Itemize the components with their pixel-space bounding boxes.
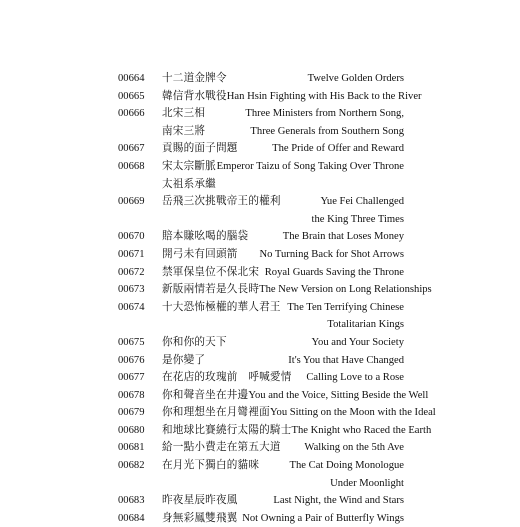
catalog-entry [118,352,404,370]
entry-left [118,404,270,422]
english-title: The Knight who Raced the Earth [291,424,432,436]
entry-code: 00674 [118,301,145,313]
entry-code: 00680 [118,424,145,436]
entry-left [118,88,227,106]
catalog-entry [118,492,404,510]
entry-code: 00684 [118,512,145,524]
catalog-entry [118,334,404,352]
entry-line [118,492,404,510]
entry-line [118,299,404,317]
chinese-title: 賠本賺吆喝的腦袋 [162,231,249,243]
entry-line [118,140,404,158]
english-title: Not Owning a Pair of Butterfly Wings [242,512,404,524]
entry-left [118,176,216,194]
chinese-title: 禁軍保皇位不保北宋 [162,266,260,278]
chinese-title: 身無彩鳳雙飛翼 [162,512,238,524]
chinese-title: 岳飛三次挑戰帝王的權利 [162,196,281,208]
english-title: The New Version on Long Relationships [259,284,432,296]
catalog-entry [118,457,404,492]
entry-left [118,158,216,176]
english-title: You and the Voice, Sitting Beside the Well [248,389,429,401]
chinese-title: 太祖系承繼 [162,178,216,190]
entry-code: 00665 [118,90,145,102]
catalog-entry [118,264,404,282]
chinese-title: 在月光下獨白的貓咪 [162,460,260,472]
catalog-entry [118,281,432,299]
catalog-entry [118,70,404,88]
entry-left [118,264,259,282]
chinese-title: 開弓未有回頭箭 [162,248,238,260]
english-title: Yue Fei Challenged [320,196,404,208]
catalog-entry [118,140,404,158]
chinese-title: 昨夜星辰昨夜風 [162,495,238,507]
catalog-entry [118,193,404,228]
entry-code: 00668 [118,160,145,172]
entry-code: 00667 [118,143,145,155]
english-title: Emperor Taizu of Song Taking Over Throne [216,160,404,172]
entry-line [118,193,404,211]
entry-code: 00678 [118,389,145,401]
entry-code: 00683 [118,495,145,507]
english-title: the King Three Times [311,213,404,225]
entry-line [118,158,404,176]
catalog-entry [118,387,429,405]
catalog-entry [118,369,404,387]
entry-code: 00673 [118,284,145,296]
entry-left [118,352,205,370]
catalog-entry [118,439,404,457]
entry-line [118,352,404,370]
entry-left [118,281,259,299]
entry-line [118,439,404,457]
catalog-entry [118,422,432,440]
entry-left [118,193,281,211]
chinese-title: 十二道金牌令 [162,73,227,84]
entry-code: 00670 [118,231,145,243]
english-title: Walking on the 5th Ave [304,442,404,454]
entry-code: 00675 [118,336,145,348]
english-title: It's You that Have Changed [288,354,404,366]
entry-left [118,492,238,510]
entry-left [118,123,205,141]
entry-line [118,457,404,475]
entry-line [118,475,404,493]
chinese-title: 你和你的天下 [162,336,227,348]
entry-code: 00677 [118,372,145,384]
english-title: You Sitting on the Moon with the Ideal [269,407,436,419]
entry-code: 00679 [118,407,145,419]
chinese-title: 貢賜的面子問題 [162,143,238,155]
entry-left [118,228,248,246]
chinese-title: 你和聲音坐在井邊 [162,389,249,401]
english-title: You and Your Society [311,336,404,348]
english-title: Calling Love to a Rose [306,372,404,384]
entry-line [118,334,404,352]
chinese-title: 韓信背水戰役 [162,90,227,102]
catalog-entry [118,158,404,193]
entry-line [118,228,404,246]
entry-code: 00676 [118,354,145,366]
chinese-title: 新版兩情若是久長時 [162,284,260,296]
entry-left [118,334,227,352]
english-title: Totalitarian Kings [327,319,404,331]
entry-line [118,281,432,299]
entry-left [118,140,238,158]
entry-line [118,246,404,264]
chinese-title: 在花店的玫瑰前 呼喊愛情 [162,372,292,384]
entry-line [118,510,404,527]
entry-code: 00669 [118,196,145,208]
chinese-title: 宋太宗斷脈 [162,160,216,172]
entry-code: 00672 [118,266,145,278]
catalog-entry [118,88,422,106]
chinese-title: 和地球比賽繞行太陽的騎士 [162,424,292,436]
entry-left [118,246,238,264]
english-title: The Cat Doing Monologue [289,460,404,472]
entry-line [118,387,429,405]
entry-left [118,457,259,475]
entry-code: 00671 [118,248,145,260]
entry-left [118,369,292,387]
catalog-entry [118,246,404,264]
entry-line [118,369,404,387]
entry-line [118,70,404,88]
chinese-title: 你和理想坐在月彎裡面 [162,407,270,419]
entry-line [118,422,432,440]
chinese-title: 南宋三將 [162,125,206,137]
english-title: Last Night, the Wind and Stars [273,495,404,507]
entry-left [118,422,292,440]
entry-line [118,123,404,141]
entry-code: 00682 [118,460,145,472]
english-title: Under Moonlight [330,477,404,489]
chinese-title: 給一點小費走在第五大道 [162,442,281,454]
entry-line [118,105,404,123]
entry-left [118,105,205,123]
english-title: Three Generals from Southern Song [250,125,404,137]
entry-line [118,211,404,229]
chinese-title: 十大恐怖極權的華人君王 [162,301,281,313]
entry-left [118,70,227,88]
english-title: The Ten Terrifying Chinese [287,301,404,313]
english-title: Three Ministers from Northern Song, [245,108,404,120]
english-title: Royal Guards Saving the Throne [264,266,404,278]
entry-line [118,264,404,282]
entry-code: 00664 [118,73,145,84]
english-title: Twelve Golden Orders [307,73,404,84]
english-title: No Turning Back for Shot Arrows [259,248,404,260]
entry-left [118,387,248,405]
entry-line [118,316,404,334]
catalog-list [118,70,436,527]
chinese-title: 是你變了 [162,354,206,366]
chinese-title: 北宋三相 [162,108,206,120]
entry-line [118,404,436,422]
entry-line [118,88,422,106]
catalog-entry [118,105,404,140]
entry-line [118,176,404,194]
english-title: The Pride of Offer and Reward [272,143,404,155]
english-title: The Brain that Loses Money [282,231,404,243]
entry-left [118,299,281,317]
entry-left [118,510,238,527]
entry-code: 00681 [118,442,145,454]
entry-left [118,439,281,457]
english-title: Han Hsin Fighting with His Back to the River [226,90,422,102]
catalog-entry [118,404,436,422]
entry-code: 00666 [118,108,145,120]
catalog-entry [118,510,404,527]
catalog-entry [118,299,404,334]
catalog-entry [118,228,404,246]
